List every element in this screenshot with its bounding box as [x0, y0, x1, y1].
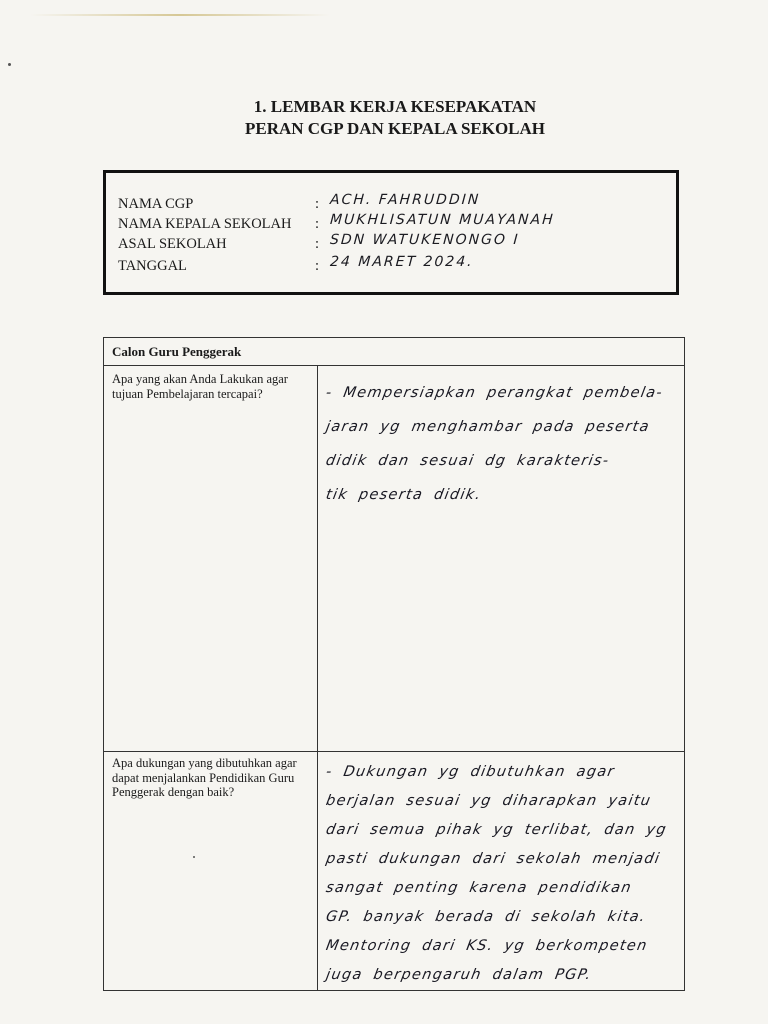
answer-line: juga berpengaruh dalam PGP.	[324, 967, 594, 983]
answer-line: Mentoring dari KS. yg berkompeten	[324, 938, 649, 954]
answer-line: dari semua pihak yg terlibat, dan yg	[324, 822, 669, 838]
info-label: NAMA CGP	[118, 196, 194, 212]
info-value-handwritten: MUKHLISATUN MUAYANAH	[329, 212, 556, 228]
title-line-2: PERAN CGP DAN KEPALA SEKOLAH	[244, 119, 546, 138]
info-label: ASAL SEKOLAH	[118, 236, 227, 252]
info-colon: :	[315, 216, 320, 232]
column-divider	[317, 366, 318, 990]
identity-box	[103, 170, 679, 295]
agreement-table	[103, 337, 685, 991]
answer-line: - Dukungan yg dibutuhkan agar	[324, 764, 617, 780]
question-cell: Apa dukungan yang dibutuhkan agar dapat menjalankan Pendidikan Guru Penggerak dengan baik?	[112, 756, 297, 799]
answer-line: tik peserta didik.	[324, 487, 483, 503]
answer-line: - Mempersiapkan perangkat pembela-	[324, 385, 665, 401]
info-label: TANGGAL	[118, 258, 187, 274]
info-value-handwritten: 24 MARET 2024.	[329, 254, 475, 270]
answer-line: GP. banyak berada di sekolah kita.	[324, 909, 648, 925]
scan-speck	[8, 63, 11, 66]
answer-cell-handwritten	[326, 758, 682, 990]
info-value-handwritten: SDN WATUKENONGO I	[329, 232, 521, 248]
question-cell: Apa yang akan Anda Lakukan agar tujuan Pembelajaran tercapai?	[112, 372, 288, 401]
answer-line: berjalan sesuai yg diharapkan yaitu	[324, 793, 653, 809]
info-colon: :	[315, 236, 320, 252]
answer-line: jaran yg menghambar pada peserta	[324, 419, 652, 435]
info-row-tanggal	[118, 256, 678, 276]
document-title	[0, 96, 768, 140]
info-colon: :	[315, 258, 320, 274]
answer-cell-handwritten	[326, 376, 682, 512]
info-colon: :	[315, 196, 320, 212]
info-label: NAMA KEPALA SEKOLAH	[118, 216, 292, 232]
title-line-1: 1. LEMBAR KERJA KESEPAKATAN	[253, 97, 537, 116]
table-header: Calon Guru Penggerak	[104, 338, 684, 366]
info-value-handwritten: ACH. FAHRUDDIN	[329, 192, 481, 208]
answer-line: sangat penting karena pendidikan	[324, 880, 634, 896]
info-row-asal-sekolah	[118, 234, 678, 254]
scan-edge-line	[30, 14, 330, 16]
row-divider	[104, 751, 684, 752]
answer-line: didik dan sesuai dg karakteris-	[324, 453, 611, 469]
answer-line: pasti dukungan dari sekolah menjadi	[324, 851, 662, 867]
